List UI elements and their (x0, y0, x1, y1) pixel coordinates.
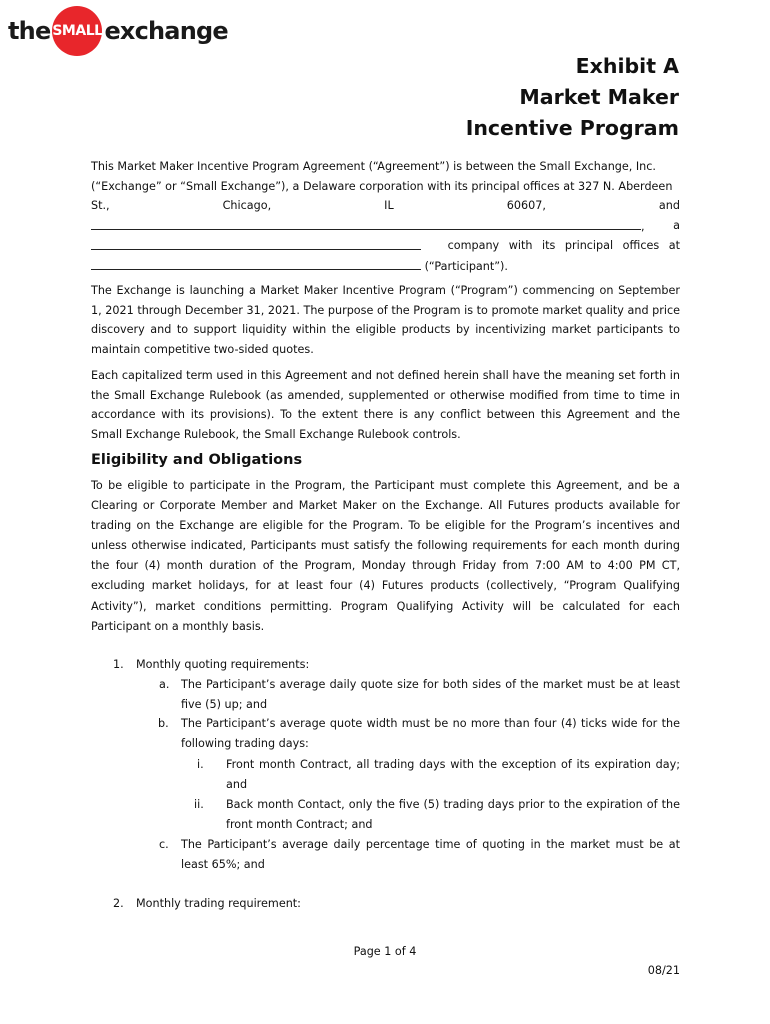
list-item-1-number: 1. (113, 658, 124, 671)
list-item-i-text: Front month Contract, all trading days with the exception of its expiration day; and (226, 758, 680, 791)
intro-line-6-text: (“Participant”). (424, 259, 508, 273)
intro-line-5 (91, 236, 680, 256)
list-item-b-text: The Participant’s average quote width must be no more than four (4) ticks wide for the following trading days: (181, 717, 680, 750)
page-number: Page 1 of 4 (353, 945, 417, 958)
intro-and: and (658, 199, 680, 212)
intro-comma: , (641, 219, 645, 233)
intro-city: Chicago, (222, 199, 272, 212)
intro-line-5-text: company with its principal offices at (447, 239, 680, 252)
list-item-a-label: a. (159, 678, 170, 691)
list-item-c-label: c. (159, 838, 169, 851)
intro-line-2: (“Exchange” or “Small Exchange”), a Delaware corporation with its principal offices at 327 N. Aberdeen (91, 179, 673, 193)
document-title (466, 51, 679, 144)
participant-name-blank[interactable] (91, 216, 641, 230)
logo-word-exchange: exchange (104, 17, 228, 45)
list-item-1-text: Monthly quoting requirements: (136, 658, 310, 671)
title-line-3: Incentive Program (465, 116, 679, 140)
company-type-blank[interactable] (91, 236, 421, 250)
list-item-ii-label: ii. (194, 798, 204, 811)
intro-a: a (673, 218, 680, 232)
list-item-c-text: The Participant’s average daily percentage time of quoting in the market must be at least 65%; and (181, 838, 680, 871)
list-item-b-label: b. (158, 717, 169, 730)
program-paragraph: The Exchange is launching a Market Maker Incentive Program (“Program”) commencing on September 1, 2021 through December 31, 2021. The purpose of the Program is to promote market quality and price discovery and to support liquidity within the eligible products by incentivizing market participants to maintain competitive two-sided quotes. (91, 284, 680, 356)
revision-date: 08/21 (647, 964, 680, 977)
title-line-1: Exhibit A (575, 54, 679, 78)
logo-badge-text: SMALL (52, 23, 103, 39)
eligibility-paragraph: To be eligible to participate in the Program, the Participant must complete this Agreement, and be a Clearing or Corporate Member and Market Maker on the Exchange. All Futures products available for trading on the Exchange are eligible for the Program. To be eligible for the Program’s incentives and unless otherwise indicated, Participants must satisfy the following requirements for each month during the four (4) month duration of the Program, Monday through Friday from 7:00 AM to 4:00 PM CT, excluding market holidays, for at least four (4) Futures products (collectively, “Program Qualifying Activity”), market conditions permitting. Program Qualifying Activity will be calculated for each Participant on a monthly basis. (91, 479, 680, 633)
intro-line-1 (91, 157, 680, 177)
list-item-ii-text: Back month Contact, only the five (5) trading days prior to the expiration of the front month Contract; and (226, 798, 680, 831)
intro-paragraph (91, 157, 680, 276)
small-exchange-logo (8, 6, 228, 56)
address-blank[interactable] (91, 256, 421, 270)
list-item-2-text: Monthly trading requirement: (136, 897, 301, 910)
list-item-a-text: The Participant’s average daily quote size for both sides of the market must be at least five (5) up; and (181, 678, 680, 711)
list-item-2-number: 2. (113, 897, 124, 910)
intro-line-3 (91, 196, 680, 216)
intro-zip: 60607, (506, 199, 546, 212)
intro-line-1-text: This Market Maker Incentive Program Agreement (“Agreement”) is between the Small Exchange, Inc. (91, 160, 656, 173)
intro-street: St., (91, 199, 110, 212)
logo-word-the: the (8, 17, 51, 45)
intro-state: IL (384, 199, 394, 212)
title-line-2: Market Maker (519, 85, 679, 109)
definitions-paragraph: Each capitalized term used in this Agreement and not defined herein shall have the meaning set forth in the Small Exchange Rulebook (as amended, supplemented or otherwise modified from time to time in accordance with its provisions). To the extent there is any conflict between this Agreement and the Small Exchange Rulebook, the Small Exchange Rulebook controls. (91, 369, 680, 441)
logo-badge (52, 6, 102, 56)
intro-line-4 (91, 216, 680, 237)
list-item-i-label: i. (197, 758, 204, 771)
section-heading: Eligibility and Obligations (91, 452, 303, 468)
intro-line-6 (91, 256, 680, 277)
